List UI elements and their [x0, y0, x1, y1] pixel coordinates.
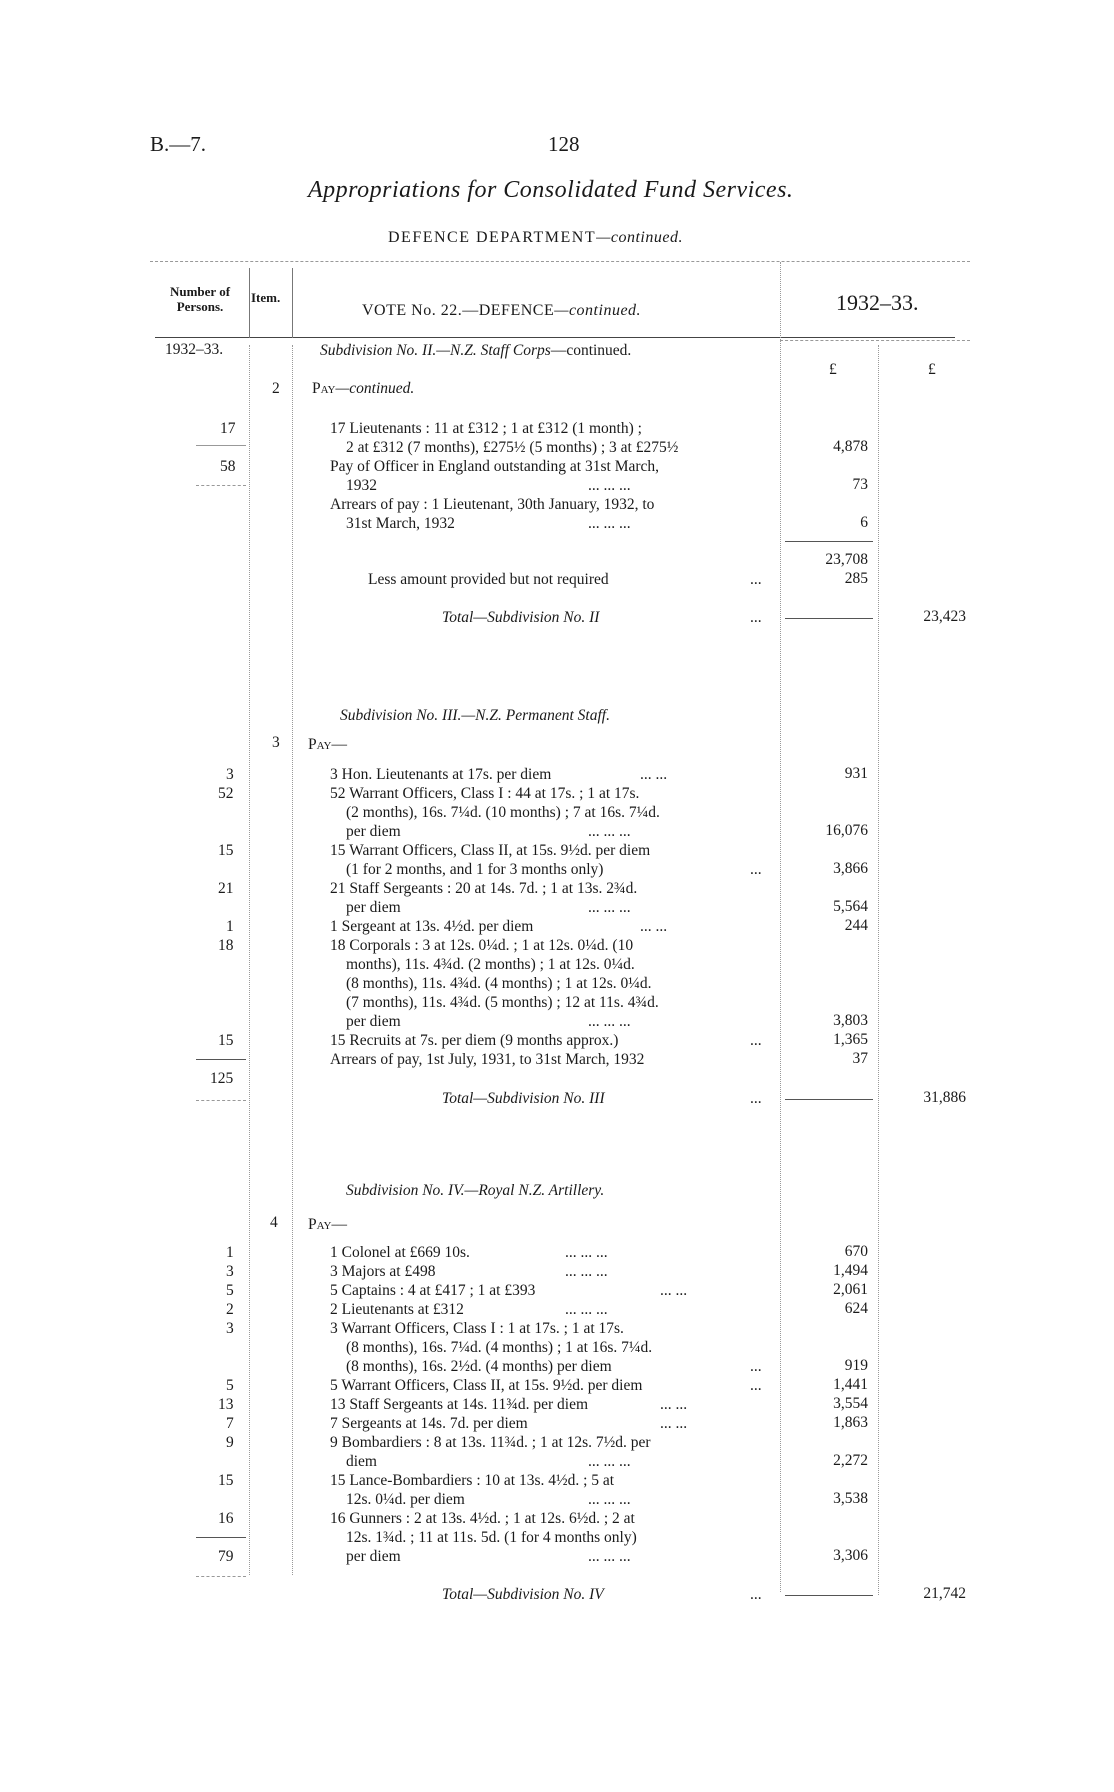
sub4-line-14: 12s. 0¼d. per diem: [346, 1491, 465, 1508]
sub3-line-4: per diem: [346, 823, 401, 840]
sub3-persons-52: 52: [218, 785, 234, 802]
sub4-dots-12: ... ... ...: [588, 1453, 631, 1470]
sub4-amount-9: 2,272: [833, 1452, 868, 1469]
sub2-line-1: 17 Lieutenants : 11 at £312 ; 1 at £312 (1 month) ;: [330, 420, 642, 437]
sub3-line-8: per diem: [346, 899, 401, 916]
sub3-dots-6: ...: [750, 861, 762, 878]
sub3-line-1: 3 Hon. Lieutenants at 17s. per diem: [330, 766, 552, 783]
sub4-dots-3: ... ...: [660, 1282, 688, 1299]
sub2-subtotal: 23,708: [825, 551, 868, 568]
sub3-persons-3: 3: [226, 766, 234, 783]
sub4-persons-5: 3: [226, 1320, 234, 1337]
sub4-heading: Subdivision No. IV.—Royal N.Z. Artillery.: [346, 1182, 605, 1199]
sub4-total: 21,742: [923, 1585, 966, 1602]
page-title: Appropriations for Consolidated Fund Services.: [308, 177, 794, 203]
sub2-line-2: 2 at £312 (7 months), £275½ (5 months) ; 3 at £275½: [346, 439, 679, 456]
sub3-amount-4: 5,564: [833, 898, 868, 915]
sub3-line-2: 52 Warrant Officers, Class I : 44 at 17s. ; 1 at 17s.: [330, 785, 640, 802]
sub2-persons-1: 17: [220, 420, 236, 437]
sub2-line-3: Pay of Officer in England outstanding at 31st March,: [330, 458, 660, 475]
sub2-pay: Pay: [312, 380, 336, 397]
sub2-amount-1: 4,878: [833, 438, 868, 455]
sub3-line-9: 1 Sergeant at 13s. 4½d. per diem: [330, 918, 534, 935]
sub4-line-1: 1 Colonel at £669 10s.: [330, 1244, 470, 1261]
sub2-line-5: Arrears of pay : 1 Lieutenant, 30th January, 1932, to: [330, 496, 655, 513]
sub2-amount-2: 73: [852, 476, 868, 493]
sub4-line-8: 5 Warrant Officers, Class II, at 15s. 9½d. per diem: [330, 1377, 643, 1394]
sub4-item-number: 4: [270, 1214, 278, 1231]
page-number: 128: [548, 132, 580, 156]
sub4-persons-9: 9: [226, 1434, 234, 1451]
sub3-line-14: per diem: [346, 1013, 401, 1030]
sub3-dots-14: ... ... ...: [588, 1013, 631, 1030]
sub3-persons-15b: 15: [218, 1032, 234, 1049]
sub3-total-dots: ...: [750, 1090, 762, 1107]
sub4-persons-1: 1: [226, 1244, 234, 1261]
vote-continued: —continued.: [554, 302, 642, 319]
sub4-amount-6: 1,441: [833, 1376, 868, 1393]
sub4-amount-8: 1,863: [833, 1414, 868, 1431]
sub4-amount-1: 670: [844, 1243, 868, 1260]
sub3-total: 31,886: [923, 1089, 966, 1106]
sub3-persons-21: 21: [218, 880, 234, 897]
sub2-item-number: 2: [272, 380, 280, 397]
sub4-dots-7: ...: [750, 1358, 762, 1375]
sub2-line-4: 1932: [346, 477, 377, 494]
sub3-line-3: (2 months), 16s. 7¼d. (10 months) ; 7 at 16s. 7¼d.: [346, 804, 660, 821]
vote-main: VOTE No. 22.—DEFENCE: [362, 302, 555, 319]
sub4-amount-11: 3,306: [833, 1547, 868, 1564]
sub4-dots-2: ... ... ...: [565, 1263, 608, 1280]
sub3-dots-8: ... ... ...: [588, 899, 631, 916]
sub2-amount-3: 6: [860, 514, 868, 531]
department-title: [388, 229, 683, 247]
sub4-total-label: Total—Subdivision No. IV: [442, 1586, 604, 1603]
sub4-persons-2: 3: [226, 1263, 234, 1280]
column-number-of-persons: Number of Persons.: [169, 284, 231, 314]
sub4-amount-10: 3,538: [833, 1490, 868, 1507]
sub2-pay-continued: —continued.: [335, 380, 415, 397]
sub4-persons-7: 13: [218, 1396, 234, 1413]
document-reference: B.—7.: [150, 132, 207, 156]
sub3-dots-4: ... ... ...: [588, 823, 631, 840]
persons-year: 1932–33.: [165, 341, 224, 358]
sub4-line-9: 13 Staff Sergeants at 14s. 11¾d. per diem: [330, 1396, 589, 1413]
sub3-amount-6: 3,803: [833, 1012, 868, 1029]
sub2-heading-main: Subdivision No. II.—N.Z. Staff Corps: [320, 342, 551, 359]
sub3-amount-7: 1,365: [833, 1031, 868, 1048]
sub2-heading-continued: —continued.: [550, 342, 632, 359]
sub4-persons-4: 2: [226, 1301, 234, 1318]
sub2-pay-label: [312, 379, 414, 398]
sub4-line-10: 7 Sergeants at 14s. 7d. per diem: [330, 1415, 528, 1432]
sub3-persons-18: 18: [218, 937, 234, 954]
sub3-total-persons: 125: [210, 1070, 234, 1087]
sub3-line-15: 15 Recruits at 7s. per diem (9 months approx.): [330, 1032, 619, 1049]
sub3-dots-15: ...: [750, 1032, 762, 1049]
sub4-amount-7: 3,554: [833, 1395, 868, 1412]
sub3-line-7: 21 Staff Sergeants : 20 at 14s. 7d. ; 1 at 13s. 2¾d.: [330, 880, 638, 897]
department-main: DEFENCE DEPARTMENT: [388, 229, 597, 246]
sub2-less-text: Less amount provided but not required: [368, 571, 609, 588]
sub3-heading: Subdivision No. III.—N.Z. Permanent Staff.: [340, 707, 610, 724]
sub3-persons-15: 15: [218, 842, 234, 859]
sub4-total-persons: 79: [218, 1548, 234, 1565]
sub2-total-label: Total—Subdivision No. II: [442, 609, 600, 626]
sub4-line-6: (8 months), 16s. 7¼d. (4 months) ; 1 at 16s. 7¼d.: [346, 1339, 653, 1356]
sub4-persons-8: 7: [226, 1415, 234, 1432]
sub4-dots-14: ... ... ...: [588, 1491, 631, 1508]
sub2-dots-6: ... ... ...: [588, 515, 631, 532]
sub2-total: 23,423: [923, 608, 966, 625]
sub4-persons-6: 5: [226, 1377, 234, 1394]
sub3-line-11: months), 11s. 4¾d. (2 months) ; 1 at 12s. 0¼d.: [346, 956, 635, 973]
sub3-line-12: (8 months), 11s. 4¾d. (4 months) ; 1 at 12s. 0¼d.: [346, 975, 652, 992]
sub3-total-label: Total—Subdivision No. III: [442, 1090, 605, 1107]
sub2-less-amount: 285: [844, 570, 868, 587]
sub2-less-dots: ...: [750, 571, 762, 588]
sub4-line-16: 12s. 1¾d. ; 11 at 11s. 5d. (1 for 4 months only): [346, 1529, 637, 1546]
sub4-total-dots: ...: [750, 1586, 762, 1603]
sub2-persons-2: 58: [220, 458, 236, 475]
sub4-dots-1: ... ... ...: [565, 1244, 608, 1261]
sub3-dots-9: ... ...: [640, 918, 668, 935]
sub4-line-12: diem: [346, 1453, 377, 1470]
sub3-item-number: 3: [272, 734, 280, 751]
sub4-line-3: 5 Captains : 4 at £417 ; 1 at £393: [330, 1282, 536, 1299]
sub3-amount-8: 37: [852, 1050, 868, 1067]
sub4-pay-label: Pay—: [308, 1216, 347, 1233]
sub3-amount-5: 244: [844, 917, 868, 934]
sub4-line-13: 15 Lance-Bombardiers : 10 at 13s. 4½d. ; 5 at: [330, 1472, 615, 1489]
vote-heading: [362, 302, 641, 320]
sub4-dots-4: ... ... ...: [565, 1301, 608, 1318]
sub4-amount-4: 624: [844, 1300, 868, 1317]
sub4-line-4: 2 Lieutenants at £312: [330, 1301, 464, 1318]
sub4-persons-3: 5: [226, 1282, 234, 1299]
sub3-amount-2: 16,076: [825, 822, 868, 839]
sub2-dots-4: ... ... ...: [588, 477, 631, 494]
sub4-line-7: (8 months), 16s. 2½d. (4 months) per diem: [346, 1358, 612, 1375]
sub3-line-6: (1 for 2 months, and 1 for 3 months only): [346, 861, 604, 878]
sub4-amount-3: 2,061: [833, 1281, 868, 1298]
sub4-amount-2: 1,494: [833, 1262, 868, 1279]
sub4-line-17: per diem: [346, 1548, 401, 1565]
sub4-persons-11: 16: [218, 1510, 234, 1527]
sub2-total-dots: ...: [750, 609, 762, 626]
pound-sign-col1: £: [829, 361, 837, 378]
sub4-persons-10: 15: [218, 1472, 234, 1489]
sub4-amount-5: 919: [844, 1357, 868, 1374]
sub3-line-5: 15 Warrant Officers, Class II, at 15s. 9½d. per diem: [330, 842, 651, 859]
sub3-pay-label: Pay—: [308, 736, 347, 753]
column-year: 1932–33.: [836, 290, 919, 315]
sub3-amount-3: 3,866: [833, 860, 868, 877]
sub4-line-5: 3 Warrant Officers, Class I : 1 at 17s. ; 1 at 17s.: [330, 1320, 624, 1337]
sub3-line-16: Arrears of pay, 1st July, 1931, to 31st March, 1932: [330, 1051, 645, 1068]
sub3-dots-1: ... ...: [640, 766, 668, 783]
column-item: Item.: [251, 290, 281, 305]
sub3-amount-1: 931: [844, 765, 868, 782]
sub4-line-2: 3 Majors at £498: [330, 1263, 436, 1280]
sub4-line-15: 16 Gunners : 2 at 13s. 4½d. ; 1 at 12s. 6½d. ; 2 at: [330, 1510, 635, 1527]
pound-sign-col2: £: [928, 361, 936, 378]
department-continued: —continued.: [596, 229, 683, 246]
sub3-line-10: 18 Corporals : 3 at 12s. 0¼d. ; 1 at 12s. 0¼d. (10: [330, 937, 634, 954]
sub4-line-11: 9 Bombardiers : 8 at 13s. 11¾d. ; 1 at 12s. 7½d. per: [330, 1434, 651, 1451]
sub4-dots-9: ... ...: [660, 1396, 688, 1413]
sub4-dots-17: ... ... ...: [588, 1548, 631, 1565]
sub4-dots-8: ...: [750, 1377, 762, 1394]
sub3-persons-1: 1: [226, 918, 234, 935]
sub4-dots-10: ... ...: [660, 1415, 688, 1432]
sub2-line-6: 31st March, 1932: [346, 515, 455, 532]
sub3-line-13: (7 months), 11s. 4¾d. (5 months) ; 12 at 11s. 4¾d.: [346, 994, 659, 1011]
sub2-heading: [320, 341, 631, 360]
